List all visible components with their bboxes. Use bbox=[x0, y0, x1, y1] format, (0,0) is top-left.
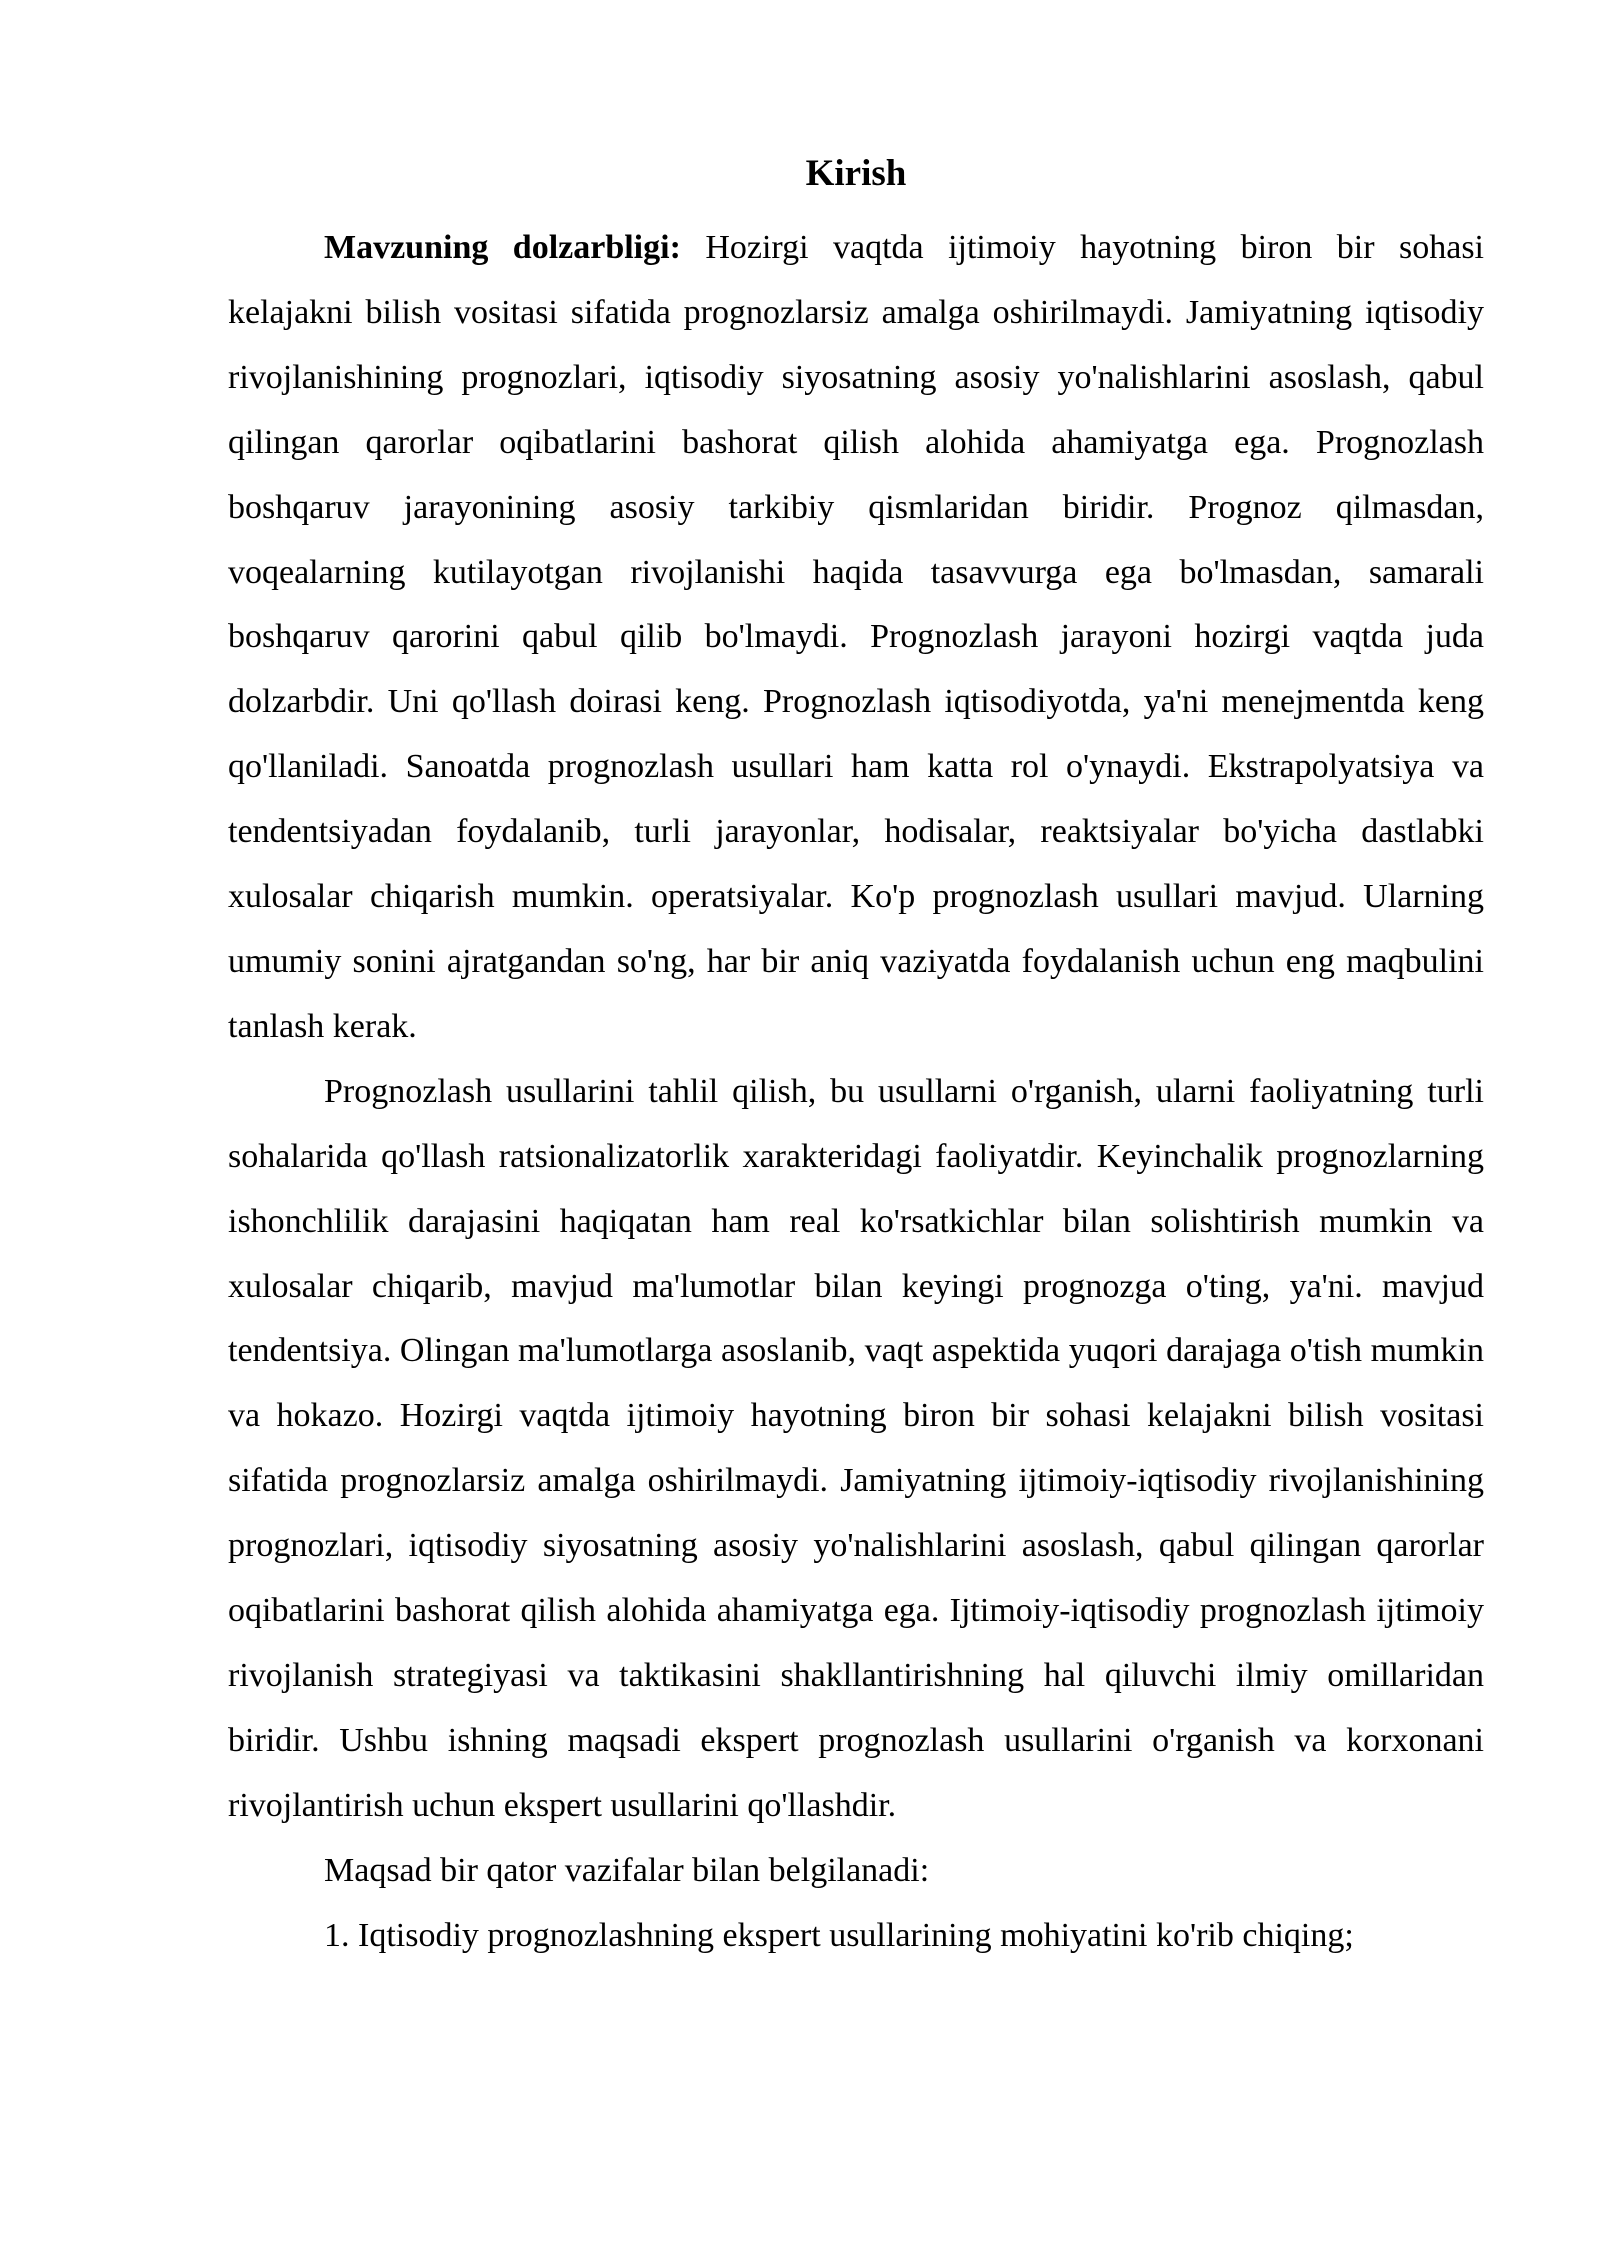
body-paragraph-2: Prognozlash usullarini tahlil qilish, bu usullarni o'rganish, ularni faoliyatning turli sohalarida qo'llash ratsionalizatorlik xarakteridagi faoliyatdir. Keyinchalik prognozlarning ishonchlilik darajasini haqiqatan ham real ko'rsatkichlar bilan solishtirish mumkin va xulosalar chiqarib, mavjud ma'lumotlar bilan keyingi prognozga o'ting, ya'ni. mavjud tendentsiya. Olingan ma'lumotlarga asoslanib, vaqt aspektida yuqori darajaga o'tish mumkin va hokazo. Hozirgi vaqtda ijtimoiy hayotning biron bir sohasi kelajakni bilish vositasi sifatida prognozlarsiz amalga oshirilmaydi. Jamiyatning ijtimoiy-iqtisodiy rivojlanishining prognozlari, iqtisodiy siyosatning asosiy yo'nalishlarini asoslash, qabul qilingan qarorlar oqibatlarini bashorat qilish alohida ahamiyatga ega. Ijtimoiy-iqtisodiy prognozlash ijtimoiy rivojlanish strategiyasi va taktikasini shakllantirishning hal qiluvchi ilmiy omillaridan biridir. Ushbu ishning maqsadi ekspert prognozlash usullarini o'rganish va korxonani rivojlantirish uchun ekspert usullarini qo'llashdir. bbox=[228, 1072, 1484, 1824]
intro-lead-label: Mavzuning dolzarbligi: bbox=[324, 229, 681, 266]
list-item-1: 1. Iqtisodiy prognozlashning ekspert usullarining mohiyatini ko'rib chiqing; bbox=[324, 1916, 1354, 1954]
body-paragraph-3: Maqsad bir qator vazifalar bilan belgilanadi: bbox=[324, 1851, 930, 1889]
intro-paragraph-text: Hozirgi vaqtda ijtimoiy hayotning biron bir sohasi kelajakni bilish vositasi sifatida prognozlarsiz amalga oshirilmaydi. Jamiyatning iqtisodiy rivojlanishining prognozlari, iqtisodiy siyosatning asosiy yo'nalishlarini asoslash, qabul qilingan qarorlar oqibatlarini bashorat qilish alohida ahamiyatga ega. Prognozlash boshqaruv jarayonining asosiy tarkibiy qismlaridan biridir. Prognoz qilmasdan, voqealarning kutilayotgan rivojlanishi haqida tasavvurga ega bo'lmasdan, samarali boshqaruv qarorini qabul qilib bo'lmaydi. Prognozlash jarayoni hozirgi vaqtda juda dolzarbdir. Uni qo'llash doirasi keng. Prognozlash iqtisodiyotda, ya'ni menejmentda keng qo'llaniladi. Sanoatda prognozlash usullari ham katta rol o'ynaydi. Ekstrapolyatsiya va tendentsiyadan foydalanib, turli jarayonlar, hodisalar, reaktsiyalar bo'yicha dastlabki xulosalar chiqarish mumkin. operatsiyalar. Ko'p prognozlash usullari mavjud. Ularning umumiy sonini ajratgandan so'ng, har bir aniq vaziyatda foydalanish uchun eng maqbulini tanlash kerak. bbox=[228, 229, 1484, 1045]
document-page bbox=[228, 150, 1484, 1968]
page-title: Kirish bbox=[805, 153, 907, 194]
intro-paragraph bbox=[228, 216, 1484, 1060]
